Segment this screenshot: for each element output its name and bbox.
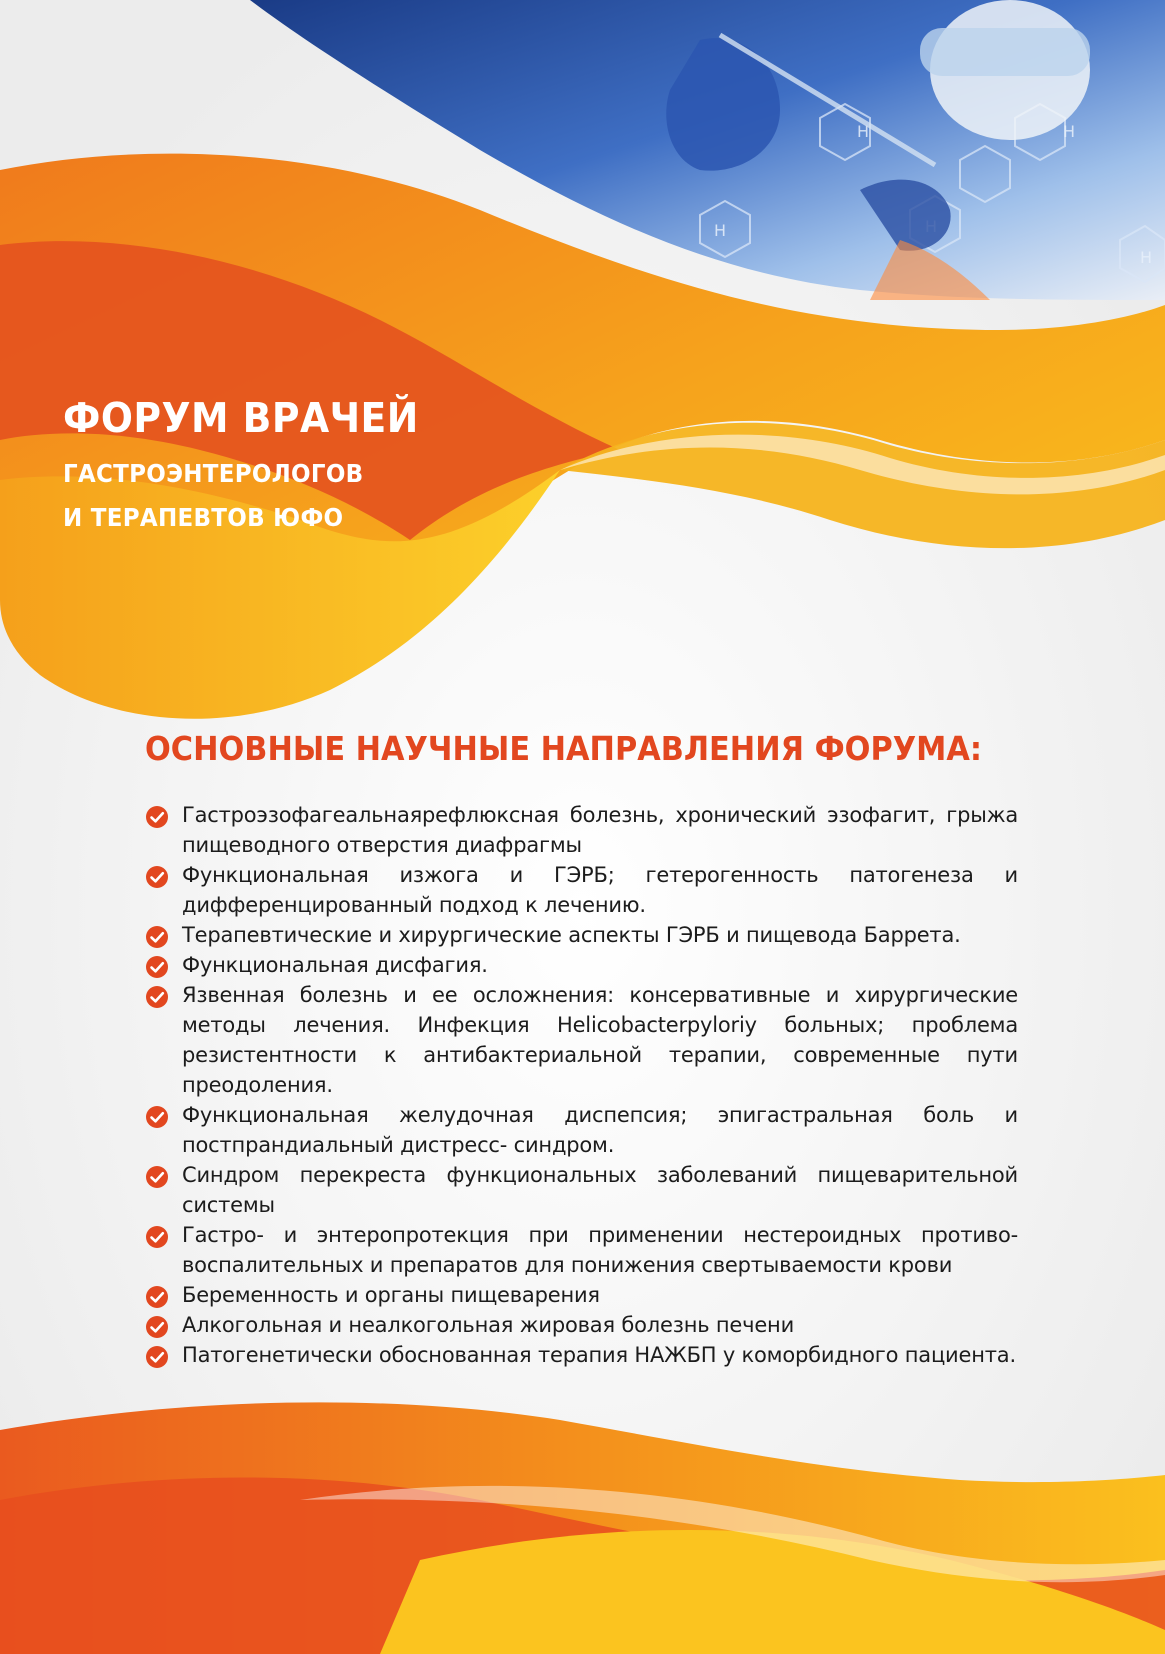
svg-text:H: H xyxy=(1140,248,1153,267)
list-item-text: Гастро- и энтеропротекция при применении нестероидных противо-воспалительных и препаратов для понижения свертываемости крови xyxy=(182,1223,1018,1277)
check-circle-icon xyxy=(145,985,169,1009)
check-circle-icon xyxy=(145,1165,169,1189)
list-item-text: Патогенетически обоснованная терапия НАЖБП у коморбидного пациента. xyxy=(182,1343,1016,1367)
svg-text:H: H xyxy=(714,221,727,240)
list-item-text: Алкогольная и неалкогольная жировая болезнь печени xyxy=(182,1313,795,1337)
list-item xyxy=(145,800,1018,860)
check-circle-icon xyxy=(145,1345,169,1369)
list-item-text: Язвенная болезнь и ее осложнения: консервативные и хирургические методы лечения. Инфекция Helicobacterpyloriy больных; проблема резистентности к антибактериальной терапии, современные пути преодоления. xyxy=(182,983,1018,1097)
topics-list xyxy=(145,800,1018,1370)
list-item-text: Функциональная дисфагия. xyxy=(182,953,488,977)
list-item-text: Функциональная изжога и ГЭРБ; гетерогенность патогенеза и дифференцированный подход к лечению. xyxy=(182,863,1018,917)
section-heading: ОСНОВНЫЕ НАУЧНЫЕ НАПРАВЛЕНИЯ ФОРУМА: xyxy=(145,729,982,768)
check-circle-icon xyxy=(145,1225,169,1249)
list-item-text: Терапевтические и хирургические аспекты ГЭРБ и пищевода Баррета. xyxy=(182,923,961,947)
list-item xyxy=(145,1340,1018,1370)
list-item xyxy=(145,860,1018,920)
list-item-text: Синдром перекреста функциональных заболеваний пищеварительной системы xyxy=(182,1163,1018,1217)
list-item xyxy=(145,980,1018,1100)
list-item xyxy=(145,1220,1018,1280)
list-item xyxy=(145,1160,1018,1220)
list-item xyxy=(145,950,1018,980)
svg-text:H: H xyxy=(857,122,870,141)
list-item xyxy=(145,1310,1018,1340)
check-circle-icon xyxy=(145,925,169,949)
list-item xyxy=(145,920,1018,950)
forum-subtitle-line1: ГАСТРОЭНТЕРОЛОГОВ xyxy=(63,459,364,488)
check-circle-icon xyxy=(145,1315,169,1339)
list-item xyxy=(145,1100,1018,1160)
list-item-text: Беременность и органы пищеварения xyxy=(182,1283,600,1307)
svg-text:H: H xyxy=(1063,122,1076,141)
list-item-text: Гастроэзофагеальнаярефлюксная болезнь, хронический эзофагит, грыжа пищеводного отверстия диафрагмы xyxy=(182,803,1018,857)
forum-title: ФОРУМ ВРАЧЕЙ xyxy=(63,394,419,442)
check-circle-icon xyxy=(145,865,169,889)
check-circle-icon xyxy=(145,1105,169,1129)
list-item xyxy=(145,1280,1018,1310)
check-circle-icon xyxy=(145,1285,169,1309)
check-circle-icon xyxy=(145,805,169,829)
list-item-text: Функциональная желудочная диспепсия; эпигастральная боль и постпрандиальный дистресс- синдром. xyxy=(182,1103,1018,1157)
check-circle-icon xyxy=(145,955,169,979)
forum-subtitle-line2: И ТЕРАПЕВТОВ ЮФО xyxy=(63,503,344,532)
